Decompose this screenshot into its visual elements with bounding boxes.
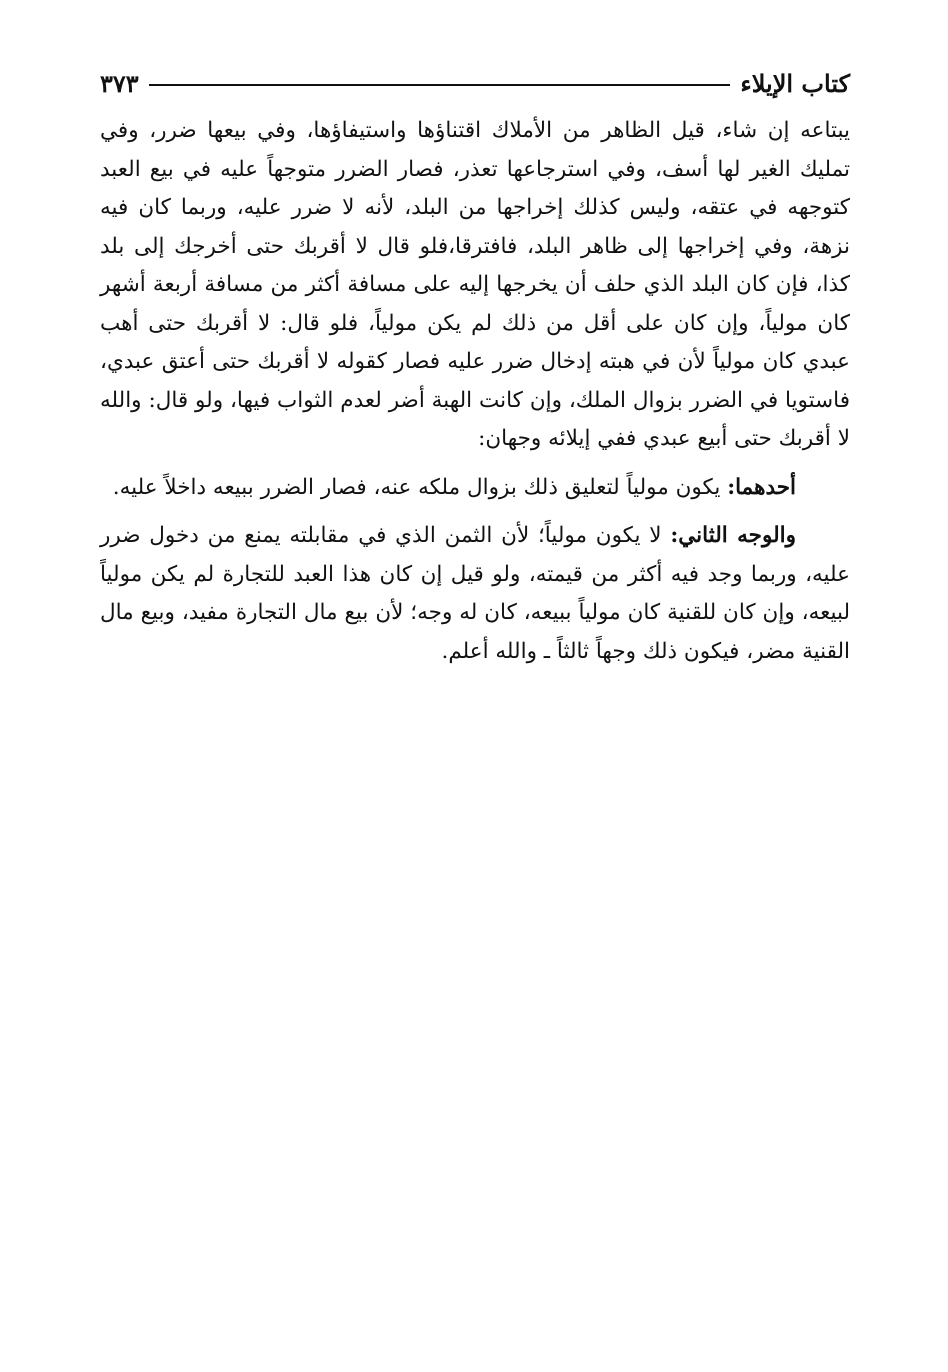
running-header <box>100 66 850 100</box>
paragraph-second-view <box>100 517 850 671</box>
paragraph-lead: والوجه الثاني: <box>670 523 796 548</box>
paragraph-continuation <box>100 112 850 459</box>
paragraph-lead: أحدهما: <box>727 474 796 500</box>
chapter-title: كتاب الإيلاء <box>740 68 850 98</box>
body-text <box>100 112 850 671</box>
paragraph-text: لا يكون مولياً؛ لأن الثمن الذي في مقابلته يمنع من دخول ضرر عليه، وربما وجد فيه أكثر من قيمته، ولو قيل إن كان هذا العبد للتجارة لم يكن مولياً لبيعه، وإن كان للقنية كان مولياً ببيعه، كان له وجه؛ لأن بيع مال التجارة مفيد، وبيع مال القنية مضر، فيكون ذلك وجهاً ثالثاً ـ والله أعلم. <box>100 523 850 664</box>
paragraph-text: يكون مولياً لتعليق ذلك بزوال ملكه عنه، فصار الضرر ببيعه داخلاً عليه. <box>112 474 728 500</box>
header-rule <box>149 84 731 86</box>
paragraph-text: يبتاعه إن شاء، قيل الظاهر من الأملاك اقتناؤها واستيفاؤها، وفي بيعها ضرر، وفي تمليك الغير لها أسف، وفي استرجاعها تعذر، فصار الضرر متوجهاً عليه في بيع العبد كتوجهه في عتقه، وليس كذلك إخراجها من البلد، لأنه لا ضرر عليه، وربما كان فيه نزهة، وفي إخراجها إلى ظاهر البلد، فافترقا،فلو قال لا أقربك حتى أخرجك إلى بلد كذا، فإن كان البلد الذي حلف أن يخرجها إليه على مسافة أكثر من مسافة أربعة أشهر كان مولياً، وإن كان على أقل من ذلك لم يكن مولياً، فلو قال: لا أقربك حتى أهب عبدي كان مولياً لأن في هبته إدخال ضرر عليه فصار كقوله لا أقربك حتى أعتق عبدي، فاستويا في الضرر بزوال الملك، وإن كانت الهبة أضر لعدم الثواب فيها، ولو قال: والله لا أقربك حتى أبيع عبدي ففي إيلائه وجهان: <box>100 118 850 451</box>
paragraph-first-view <box>100 469 850 508</box>
page-number: ٣٧٣ <box>100 68 139 98</box>
